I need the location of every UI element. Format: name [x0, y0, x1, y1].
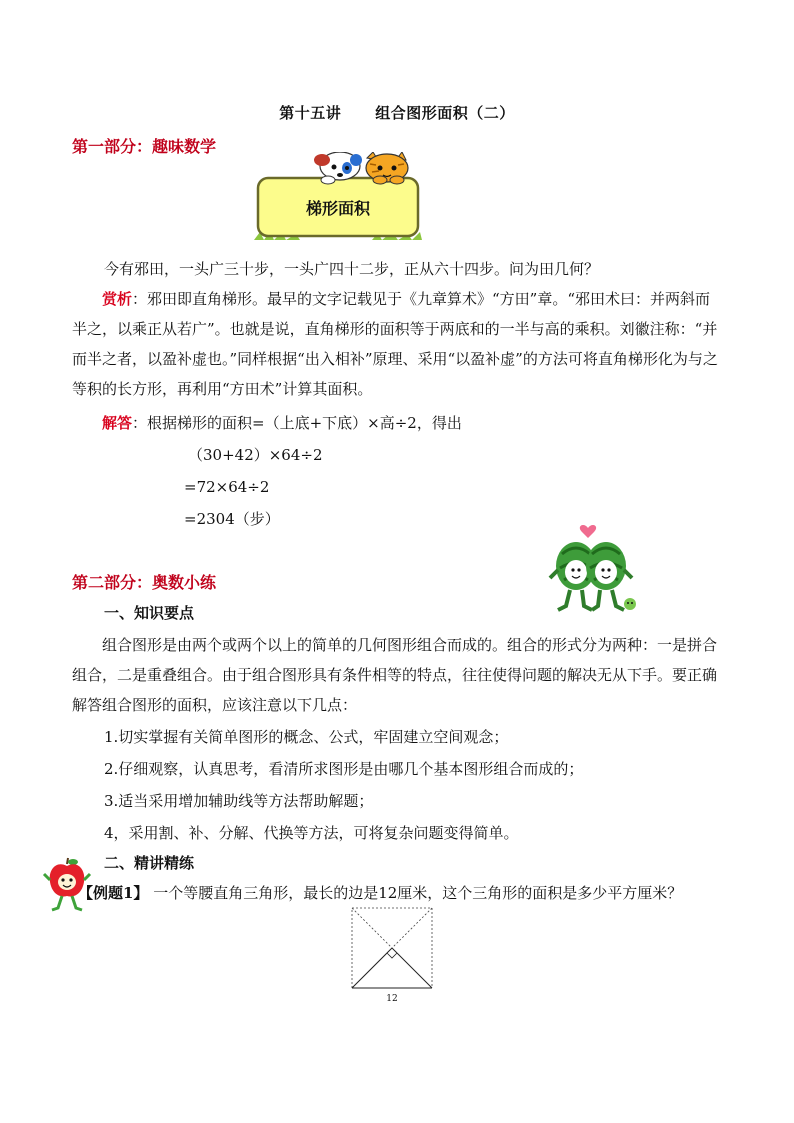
answer-label: 解答 — [102, 414, 133, 432]
watermelon-mascots — [548, 520, 638, 616]
knowledge-points-heading: 一、知识要点 — [104, 604, 195, 622]
analysis-label: 赏析 — [102, 290, 133, 308]
calc-step-3: =2304（步） — [184, 510, 280, 528]
calc-step-2: =72×64÷2 — [184, 478, 270, 496]
base-length-label: 12 — [386, 994, 398, 1004]
calc-step-1: （30+42）×64÷2 — [188, 446, 323, 464]
intro-paragraph: 组合图形是由两个或两个以上的简单的几何图形组合而成的。组合的形式分为两种：一是拼合组合，二是重叠组合。由于组合图形具有条件相等的特点，往往使得问题的解决无从下手。要正确解答组合图形的面积，应该注意以下几点： — [72, 636, 718, 714]
lecture-topic: 组合图形面积（二） — [375, 104, 515, 122]
example-label: 【例题1】 — [78, 884, 149, 902]
page-title — [0, 102, 794, 123]
part2-heading: 第二部分：奥数小练 — [72, 573, 217, 592]
square-with-diagonals-diagram — [350, 906, 434, 1006]
point-4: 4，采用割、补、分解、代换等方法，可将复杂问题变得简单。 — [104, 824, 519, 842]
point-3: 3.适当采用增加辅助线等方法帮助解题； — [104, 792, 374, 810]
answer-text: ：根据梯形的面积=（上底+下底）×高÷2，得出 — [132, 414, 462, 432]
point-2: 2.仔细观察，认真思考，看清所求图形是由哪几个基本图形组合而成的； — [104, 760, 584, 778]
watermelon-couple-icon — [548, 520, 638, 616]
analysis-text: ：邪田即直角梯形。最早的文字记载见于《九章算术》“方田”章。“邪田术曰：并两斜而半之，以乘正从若广”。也就是说，直角梯形的面积等于两底和的一半与高的乘积。刘徽注称：“并而半之者，以盈补虚也。”同样根据“出入相补”原理、采用“以盈补虚”的方法可将直角梯形化为与之等积的长方形，再利用“方田术”计算其面积。 — [72, 290, 718, 398]
analysis-paragraph — [72, 284, 724, 404]
lecture-number: 第十五讲 — [279, 104, 342, 122]
answer-paragraph — [72, 408, 724, 438]
example-text: 一个等腰直角三角形，最长的边是12厘米，这个三角形的面积是多少平方厘米？ — [153, 884, 683, 902]
point-1: 1.切实掌握有关简单图形的概念、公式，牢固建立空间观念； — [104, 728, 509, 746]
banner-label: 梯形面积 — [305, 199, 370, 218]
trapezoid-banner — [252, 152, 424, 242]
practice-heading: 二、精讲精练 — [104, 854, 195, 872]
example-1 — [72, 878, 724, 908]
ancient-problem: 今有邪田，一头广三十步，一头广四十二步，正从六十四步。问为田几何？ — [104, 260, 600, 278]
isosceles-right-triangle-figure — [350, 906, 434, 1006]
part1-heading: 第一部分：趣味数学 — [72, 137, 217, 156]
